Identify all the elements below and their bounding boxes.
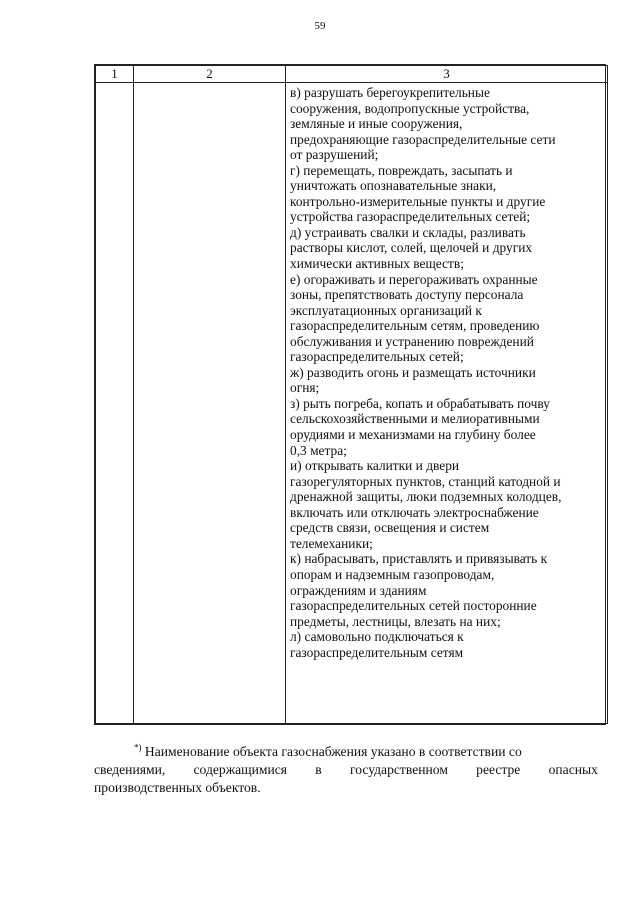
footnote-marker: *) [134, 742, 142, 753]
column-header-3: 3 [286, 66, 608, 83]
text-line: сооружения, водопропускные устройства, [290, 100, 530, 116]
text-line: уничтожать опознавательные знаки, [290, 178, 497, 194]
text-line: з) рыть погреба, копать и обрабатывать почву [290, 395, 550, 411]
footnote-word: государственном [349, 762, 448, 777]
footnote-word: сведениями, [94, 762, 166, 777]
text-line: сельскохозяйственными и мелиоративными [290, 411, 540, 427]
text-line: зоны, препятствовать доступу персонала [290, 287, 524, 303]
text-line: эксплуатационных организаций к [290, 302, 482, 318]
requirements-table [94, 64, 606, 725]
footnote-line-2 [94, 761, 598, 779]
text-line: земляные и иные сооружения, [290, 116, 463, 132]
text-line: орудиями и механизмами на глубину более [290, 427, 536, 443]
text-line: от разрушений; [290, 147, 379, 163]
footnote-word: реестре [476, 762, 521, 777]
footnote-word: содержащимися [193, 762, 288, 777]
column-header-1: 1 [96, 66, 134, 83]
text-line: газораспределительным сетям [290, 644, 464, 660]
text-line: растворы кислот, солей, щелочей и других [290, 240, 533, 256]
text-line: огня; [290, 380, 320, 396]
text-line: в) разрушать берегоукрепительные [290, 85, 490, 100]
text-line: и) открывать калитки и двери [290, 458, 460, 474]
text-line: опорам и надземным газопроводам, [290, 566, 495, 582]
text-line: контрольно-измерительные пункты и другие [290, 193, 546, 209]
text-line: предохраняющие газораспределительные сети [290, 131, 556, 147]
text-line: средств связи, освещения и систем [290, 520, 490, 536]
text-line: ограждениям и зданиям [290, 582, 427, 598]
text-line: к) набрасывать, приставлять и привязывать к [290, 551, 548, 567]
text-line: предметы, лестницы, влезать на них; [290, 613, 501, 629]
text-line: телемеханики; [290, 535, 373, 551]
table-cell-2 [134, 83, 286, 724]
text-line: обслуживания и устранению повреждений [290, 333, 534, 349]
table-header-row [96, 66, 608, 83]
footnote-word: в [315, 762, 322, 777]
table-cell-1 [96, 83, 134, 724]
text-line: газорегуляторных пунктов, станций катодной и [290, 473, 561, 489]
text-line: газораспределительным сетям, проведению [290, 318, 540, 334]
column-header-2: 2 [134, 66, 286, 83]
text-line: л) самовольно подключаться к [290, 629, 464, 645]
text-line: включать или отключать электроснабжение [290, 504, 539, 520]
footnote-line-3: производственных объектов. [94, 780, 261, 795]
text-line: е) огораживать и перегораживать охранные [290, 271, 538, 287]
text-line: г) перемещать, повреждать, засыпать и [290, 162, 513, 178]
footnote [94, 743, 598, 797]
text-line: ж) разводить огонь и размещать источники [290, 364, 536, 380]
text-line: устройства газораспределительных сетей; [290, 209, 531, 225]
footnote-word: опасных [548, 762, 598, 777]
text-line: дренажной защиты, люки подземных колодцев, [290, 489, 562, 505]
footnote-text-1: Наименование объекта газоснабжения указано в соответствии со [144, 744, 522, 759]
text-line: д) устраивать свалки и склады, разливать [290, 224, 526, 240]
footnote-line-1 [94, 743, 598, 761]
page-number: 59 [314, 20, 326, 32]
text-line: 0,3 метра; [290, 442, 347, 458]
text-line: газораспределительных сетей; [290, 349, 464, 365]
text-line: газораспределительных сетей посторонние [290, 598, 537, 614]
table-row [96, 83, 608, 724]
text-line: химически активных веществ; [290, 256, 464, 272]
table-cell-3 [286, 83, 608, 724]
